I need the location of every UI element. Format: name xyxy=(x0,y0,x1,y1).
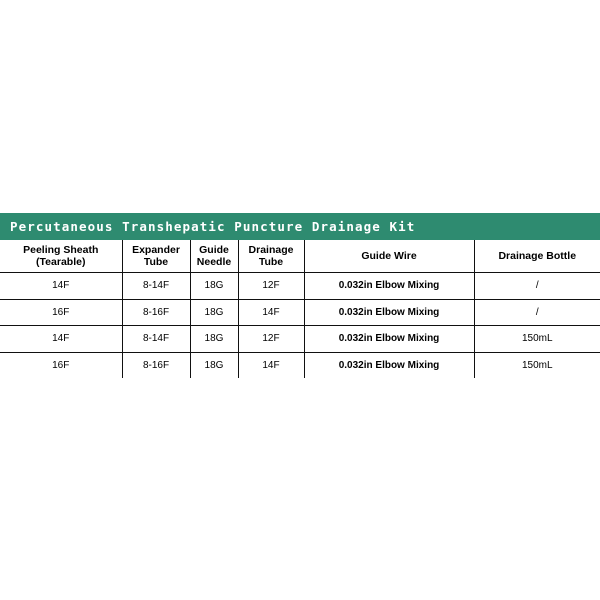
column-header-drainage-tube-line2: Tube xyxy=(258,256,284,269)
table-title: Percutaneous Transhepatic Puncture Drainage Kit xyxy=(0,213,600,240)
cell-expander-tube: 8-16F xyxy=(122,299,190,326)
column-header-guide-needle-line2: Needle xyxy=(196,256,232,269)
cell-expander-tube: 8-14F xyxy=(122,326,190,353)
column-header-expander-tube-line1: Expander xyxy=(132,244,180,256)
cell-drainage-bottle: / xyxy=(474,299,600,326)
column-header-expander-tube-line2: Tube xyxy=(143,256,169,269)
table-row xyxy=(0,326,600,353)
cell-expander-tube: 8-16F xyxy=(122,352,190,378)
column-header-guide-wire xyxy=(304,240,474,273)
cell-guide-needle: 18G xyxy=(190,326,238,353)
cell-drainage-bottle: / xyxy=(474,273,600,300)
column-header-drainage-tube-line1: Drainage xyxy=(248,244,294,256)
cell-peeling-sheath: 14F xyxy=(0,326,122,353)
cell-expander-tube: 8-14F xyxy=(122,273,190,300)
column-header-peeling-sheath xyxy=(0,240,122,273)
column-header-drainage-tube xyxy=(238,240,304,273)
table-row xyxy=(0,299,600,326)
cell-guide-wire: 0.032in Elbow Mixing xyxy=(304,299,474,326)
cell-drainage-bottle: 150mL xyxy=(474,326,600,353)
column-header-peeling-sheath-line1: Peeling Sheath xyxy=(23,244,99,256)
column-header-guide-wire-line1: Guide Wire xyxy=(361,250,417,263)
cell-guide-needle: 18G xyxy=(190,273,238,300)
cell-guide-wire: 0.032in Elbow Mixing xyxy=(304,273,474,300)
product-spec-table xyxy=(0,213,600,378)
table-header-row xyxy=(0,240,600,273)
cell-drainage-bottle: 150mL xyxy=(474,352,600,378)
cell-peeling-sheath: 16F xyxy=(0,299,122,326)
column-header-expander-tube xyxy=(122,240,190,273)
cell-peeling-sheath: 14F xyxy=(0,273,122,300)
cell-guide-wire: 0.032in Elbow Mixing xyxy=(304,326,474,353)
column-header-drainage-bottle-line1: Drainage Bottle xyxy=(498,250,577,263)
cell-guide-wire: 0.032in Elbow Mixing xyxy=(304,352,474,378)
table-row xyxy=(0,273,600,300)
table-title-row xyxy=(0,213,600,240)
column-header-drainage-bottle xyxy=(474,240,600,273)
cell-drainage-tube: 12F xyxy=(238,326,304,353)
cell-drainage-tube: 14F xyxy=(238,299,304,326)
cell-drainage-tube: 14F xyxy=(238,352,304,378)
product-spec-table-container xyxy=(0,213,600,378)
column-header-peeling-sheath-line2: (Tearable) xyxy=(36,256,86,269)
cell-drainage-tube: 12F xyxy=(238,273,304,300)
cell-guide-needle: 18G xyxy=(190,299,238,326)
column-header-guide-needle xyxy=(190,240,238,273)
column-header-guide-needle-line1: Guide xyxy=(199,244,229,256)
cell-peeling-sheath: 16F xyxy=(0,352,122,378)
cell-guide-needle: 18G xyxy=(190,352,238,378)
table-row xyxy=(0,352,600,378)
